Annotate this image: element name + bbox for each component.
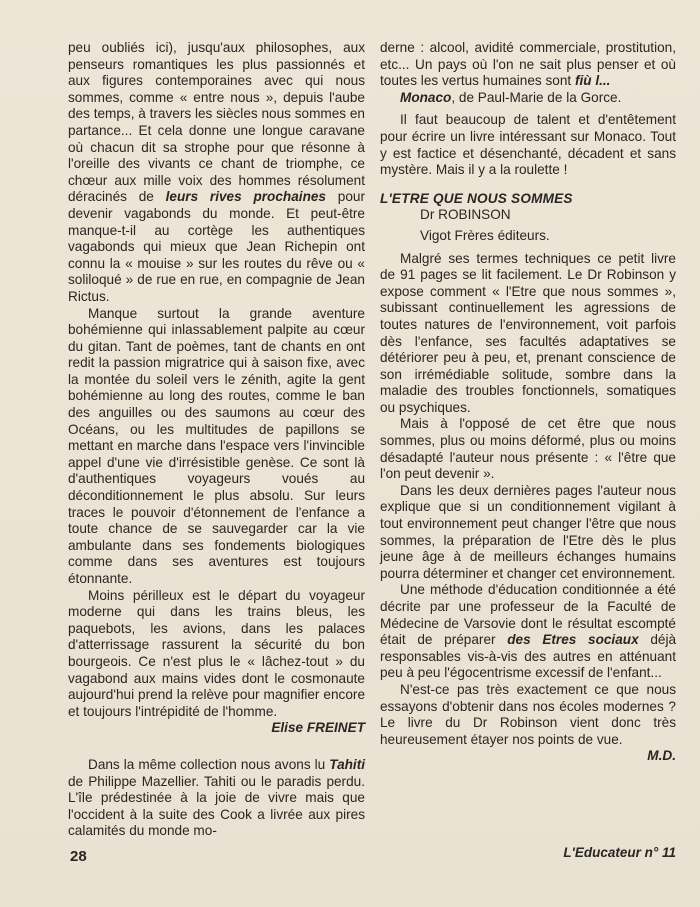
- paragraph-text: Une méthode d'éducation conditionnée a été décrite par une professeur de la Faculté de Médecine de Varsovie dont le résultat escompté était de préparer: [380, 582, 676, 648]
- book-author: Dr ROBINSON: [420, 207, 511, 223]
- right-column: [380, 40, 676, 765]
- paragraph: Il faut beaucoup de talent et d'entêtement pour écrire un livre intéressant sur Monaco. Tout y est factice et désenchanté, décadent et sans mystère. Mais il y a la roulette !: [380, 112, 676, 178]
- emphasis-text: fiù l...: [574, 73, 611, 89]
- paragraph: [68, 40, 365, 306]
- paragraph-text: peu oubliés ici), jusqu'aux philosophes, aux penseurs romantiques les plus passionnés et aux figures contemporaines avec qui nous sommes, comme « entre nous », depuis l'aube des temps, à travers les siècles nous sommes en partance... Et cela donne une longue caravane où chacun dit sa strophe pour que résonne à l'oreille des vivants ce chant de triomphe, ce chœur aux mille voix des hommes résolument déracinés de: [68, 40, 365, 205]
- paragraph: [68, 757, 365, 840]
- signature: Elise FREINET: [271, 720, 365, 736]
- emphasis-text: leurs rives prochaines: [165, 189, 326, 205]
- paragraph: Malgré ses termes techniques ce petit livre de 91 pages se lit facilement. Le Dr Robinson y expose comment « l'Etre que nous sommes », subissant continuellement les agressions de toutes natures de l'environnement, voit parfois dès l'enfance, ses facultés adaptatives se détériorer peu à peu, et, prenant conscience de son irrémédiable solitude, sombre dans la maladie des troubles fonctionnels, somatiques ou psychiques.: [380, 250, 676, 415]
- book-publisher: Vigot Frères éditeurs.: [420, 227, 550, 243]
- paragraph: Mais à l'opposé de cet être que nous sommes, plus ou moins déformé, plus ou moins désadapté l'auteur nous présente : « l'être que l'on peut devenir ».: [380, 416, 676, 482]
- left-column: [68, 40, 365, 840]
- signature: M.D.: [647, 748, 676, 764]
- book-title: Tahiti: [329, 756, 366, 772]
- paragraph: [380, 40, 676, 90]
- paragraph: Dans les deux dernières pages l'auteur nous explique que si un conditionnement vigilant à tout environnement peut changer l'être que nous sommes, la préparation de l'Etre dès le plus jeune âge à de meilleurs échanges humains pourra déterminer et changer cet environnement.: [380, 482, 676, 581]
- emphasis-text: des Etres sociaux: [507, 632, 639, 648]
- paragraph: Moins périlleux est le départ du voyageur moderne qui dans les trains bleus, les paquebots, les avions, dans les palaces d'atterrissage rassurent la sécurité du bon bourgeois. Ce n'est plus le « lâchez-tout » du vagabond aux mains vides dont le cosmonaute aujourd'hui prend la relève pour magnifier encore et toujours l'intrépidité de l'homme.: [68, 587, 365, 719]
- paragraph-text: déjà responsables vis-à-vis des autres en atténuant peu à peu l'égocentrisme excessif de l'enfant...: [380, 632, 677, 681]
- paragraph: Manque surtout la grande aventure bohémienne qui inlassablement palpite au cœur du gitan. Tant de poèmes, tant de chants en ont redit la passion migratrice qui à saison fixe, avec la montée du soleil vers le zénith, agite la gent bohémienne au long des routes, comme le ban des anguilles ou des saumons au cœur des Océans, ou les multitudes de papillons se mettant en marche dans l'espace vers l'invincible appel d'une vie d'irrésistible genèse. Ce sont là d'authentiques voyageurs voués au déconditionnement le plus absolu. Sur leurs traces le pouvoir d'étonnement de l'enfance a toute chance de se sauvegarder car la vie ambulante dans ses fondements biologiques comme dans ses aventures est toujours étonnante.: [68, 305, 365, 586]
- paragraph: N'est-ce pas très exactement ce que nous essayons d'obtenir dans nos écoles modernes ? Le livre du Dr Robinson vient donc très heureusement étayer nos points de vue.: [380, 681, 676, 747]
- section-title: L'ETRE QUE NOUS SOMMES: [380, 190, 573, 206]
- journal-issue: L'Educateur n° 11: [563, 845, 676, 860]
- paragraph-text: Dans la même collection nous avons lu: [88, 756, 326, 772]
- paragraph-text: de Philippe Mazellier. Tahiti ou le paradis perdu. L'île prédestinée à la joie de vivre mais que l'occident à la suite des Cook a livrée aux pires calamités du monde mo-: [68, 773, 365, 839]
- page-number: 28: [70, 848, 87, 865]
- paragraph-text: derne : alcool, avidité commerciale, prostitution, etc... Un pays où l'on ne sait plus penser et où toutes les vertus humaines sont: [380, 40, 676, 89]
- paragraph-text: pour devenir vagabonds du monde. Et peut-être manque-t-il au cortège les authentiques vagabonds qui mieux que Jean Richepin ont connu la « mouise » sur les routes du rêve ou « soliloqué » de rue en rue, en compagnie de Jean Rictus.: [68, 189, 366, 304]
- book-reference: [380, 90, 676, 107]
- book-title: Monaco: [400, 89, 452, 105]
- book-author: , de Paul-Marie de la Gorce.: [451, 89, 622, 105]
- paragraph: [380, 582, 676, 682]
